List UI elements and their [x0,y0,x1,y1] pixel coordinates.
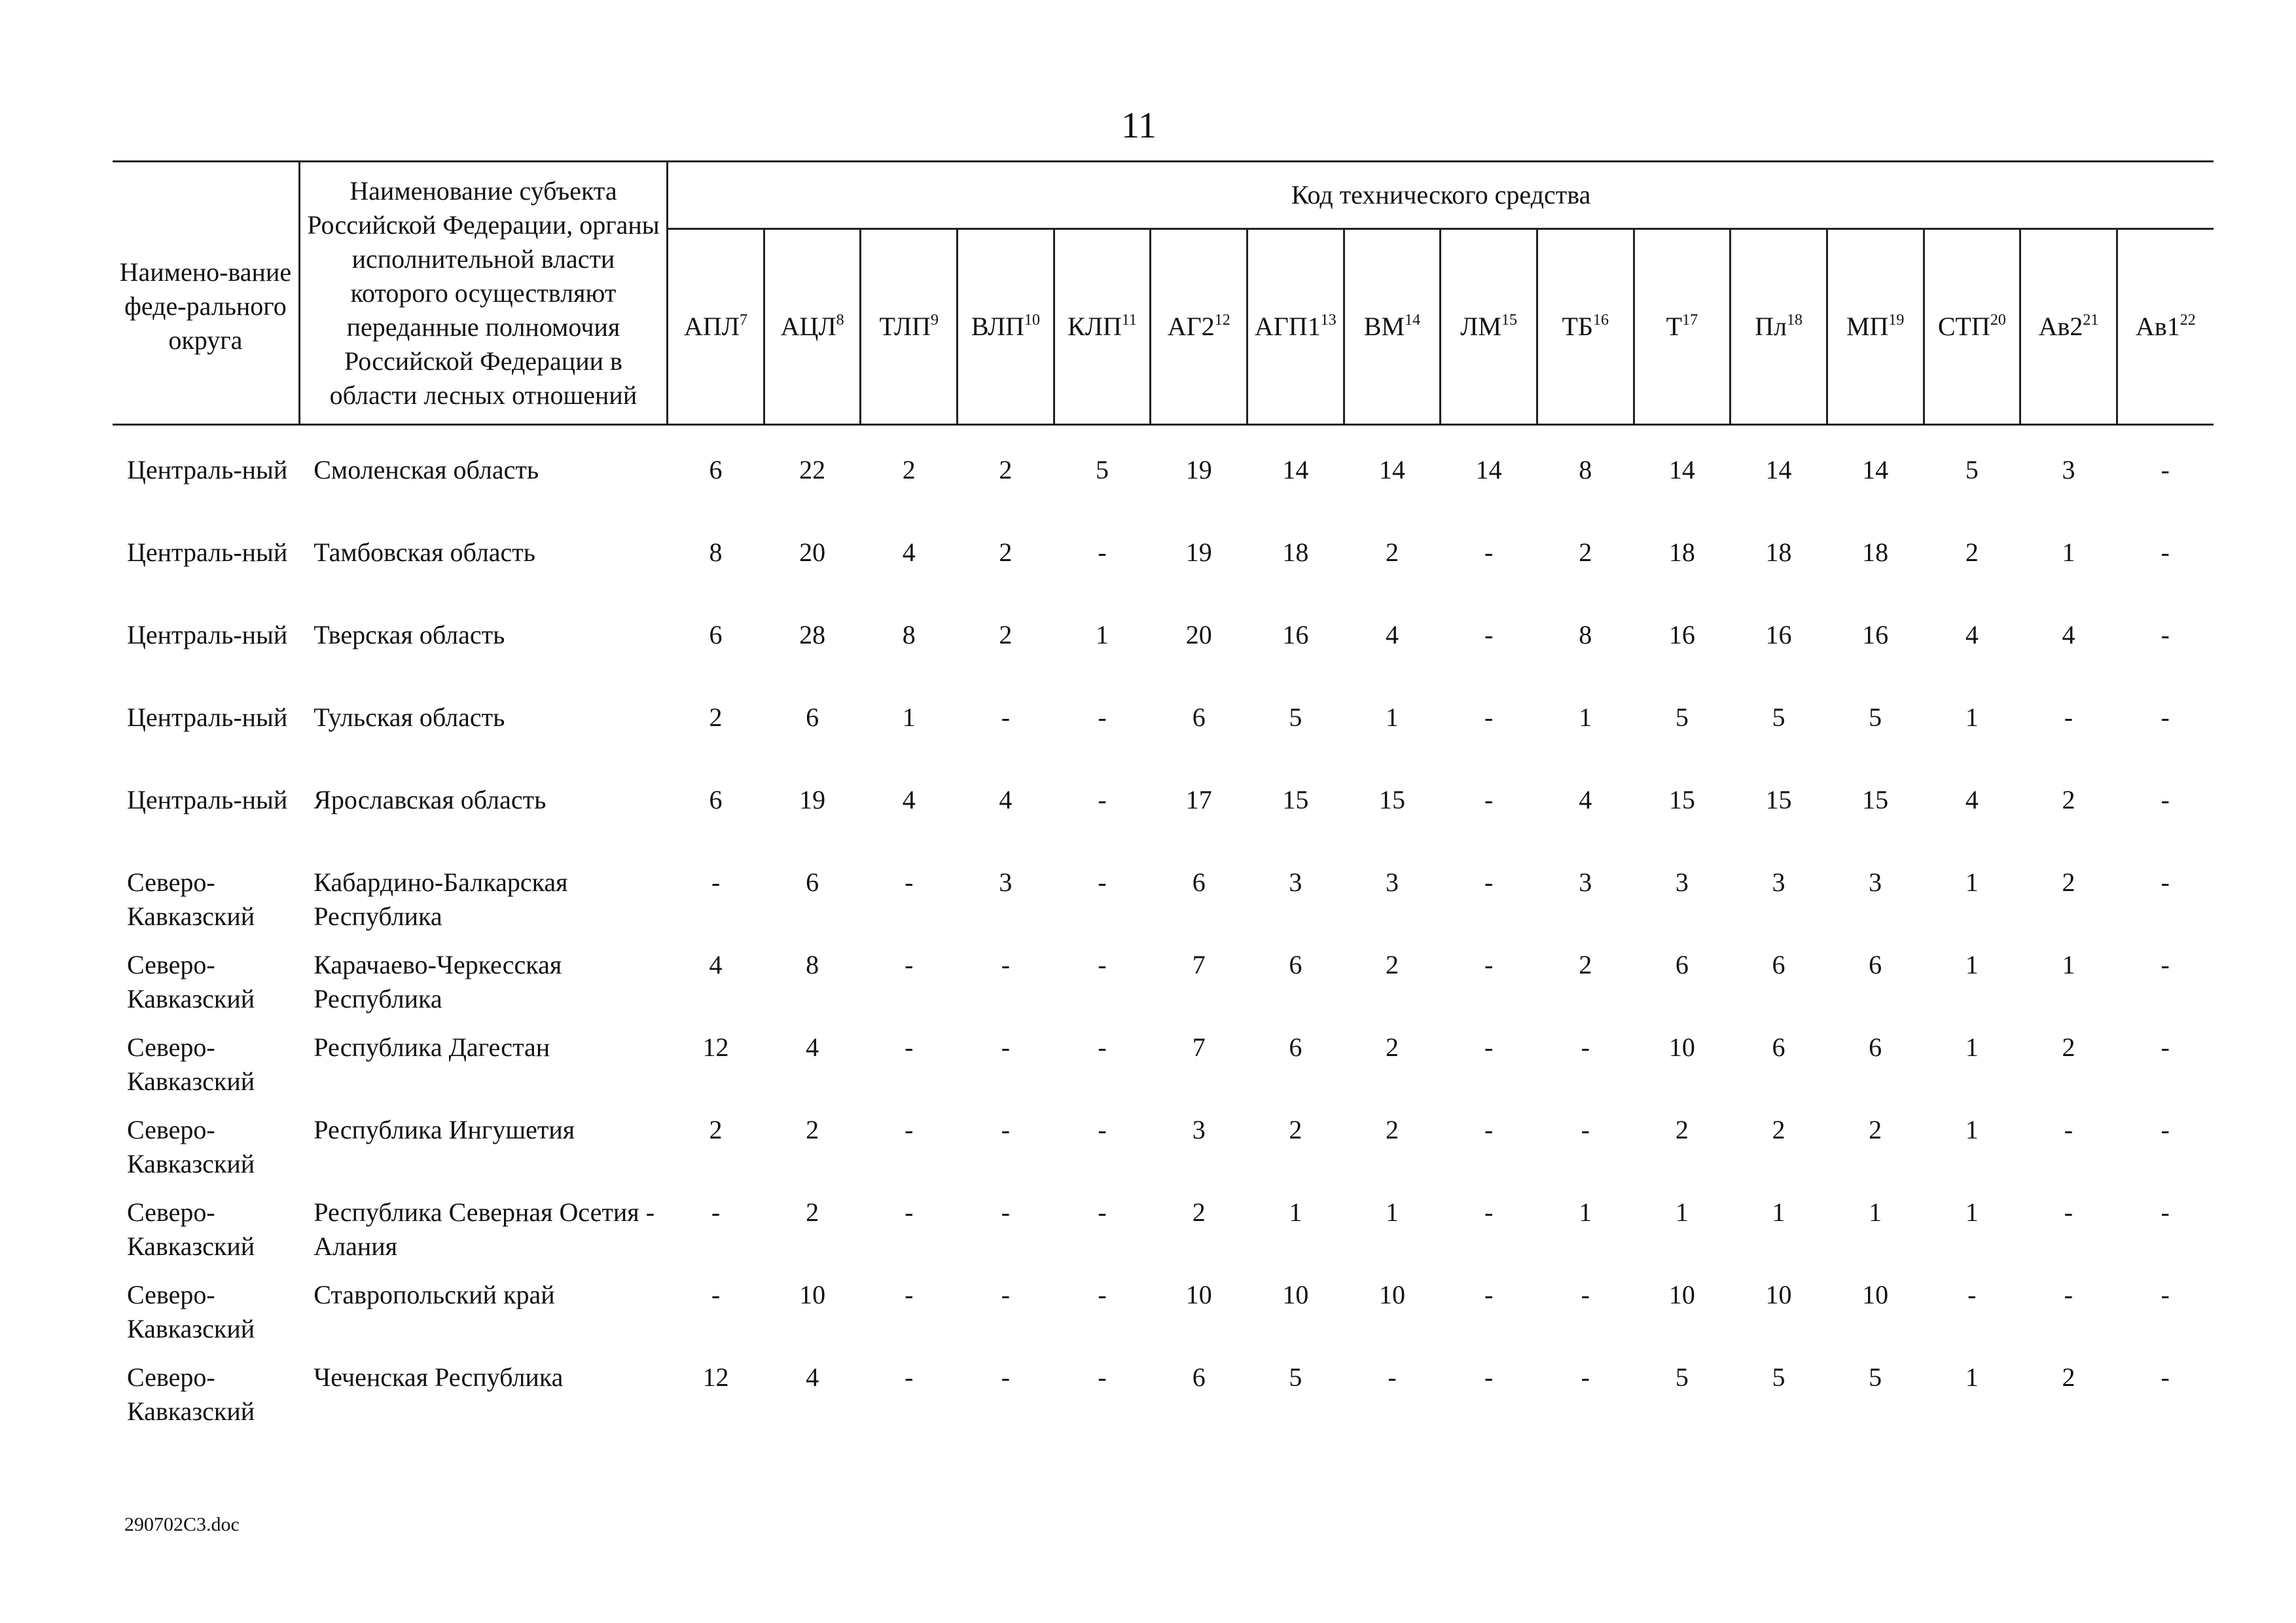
value-cell: 2 [1772,1115,1785,1144]
district-cell: Северо-Кавказский [127,1362,255,1426]
subject-cell: Ярославская область [314,785,547,814]
code-column-header [2117,229,2214,425]
value-cell: 5 [1869,702,1882,732]
value-cell: 5 [1675,702,1689,732]
value-cell: - [1001,950,1011,979]
value-cell: 1 [1965,1362,1979,1392]
value-cell: 5 [1675,1362,1689,1392]
value-cell: 20 [799,538,826,567]
value-cell: - [1581,1280,1590,1309]
footnote-ref: 12 [1214,312,1230,329]
subject-cell: Смоленская область [314,455,539,484]
code-label: АЦЛ [780,312,836,341]
value-cell: 4 [709,950,723,979]
value-cell: - [1581,1032,1590,1062]
code-label: АГ2 [1167,312,1215,341]
value-cell: 1 [1869,1197,1882,1227]
code-column-header [1344,229,1441,425]
value-cell: 10 [1282,1280,1309,1309]
code-column-header [1537,229,1634,425]
value-cell: 6 [1869,1032,1882,1062]
value-cell: 10 [799,1280,826,1309]
value-cell: - [1098,1032,1107,1062]
value-cell: 1 [1579,1197,1592,1227]
value-cell: - [2161,1362,2170,1392]
value-cell: 2 [1675,1115,1689,1144]
value-cell: - [1098,867,1107,897]
code-label: Т [1666,312,1683,341]
value-cell: - [2161,1032,2170,1062]
district-cell: Северо-Кавказский [127,1197,255,1261]
value-cell: 8 [1579,620,1592,649]
footnote-ref: 17 [1682,312,1698,329]
code-column-header [1731,229,1827,425]
footnote-ref: 15 [1501,312,1517,329]
code-label: МП [1846,312,1889,341]
value-cell: 2 [1385,538,1399,567]
district-cell: Централь-ный [127,785,288,814]
value-cell: 14 [1765,455,1792,484]
footnote-ref: 21 [2083,312,2099,329]
value-cell: - [905,1115,914,1144]
district-cell: Централь-ный [127,455,288,484]
value-cell: 2 [2062,1362,2075,1392]
value-cell: - [2161,1197,2170,1227]
footnote-ref: 19 [1888,312,1905,329]
value-cell: 3 [1192,1115,1206,1144]
code-column-header [1924,229,2020,425]
value-cell: - [905,867,914,897]
value-cell: - [2161,620,2170,649]
value-cell: 17 [1185,785,1212,814]
value-cell: - [1484,620,1494,649]
value-cell: 8 [902,620,916,649]
value-cell: 14 [1378,455,1405,484]
value-cell: - [2161,455,2170,484]
value-cell: 6 [1289,950,1302,979]
code-column-header [1247,229,1344,425]
value-cell: 6 [1192,867,1206,897]
value-cell: 1 [1965,1197,1979,1227]
value-cell: 3 [999,867,1013,897]
value-cell: 2 [1385,950,1399,979]
code-label: Ав2 [2038,312,2083,341]
value-cell: 18 [1668,538,1695,567]
value-cell: 1 [1579,702,1592,732]
value-cell: - [1581,1115,1590,1144]
value-cell: 2 [709,702,723,732]
value-cell: - [1484,950,1494,979]
value-cell: - [1098,702,1107,732]
code-column-header [668,229,764,425]
value-cell: 4 [1965,620,1979,649]
value-cell: 1 [1965,1032,1979,1062]
code-label: АГП1 [1254,312,1321,341]
value-cell: - [905,1280,914,1309]
district-cell: Централь-ный [127,620,288,649]
value-cell: - [1001,702,1011,732]
value-cell: - [2064,1197,2073,1227]
value-cell: - [1098,1115,1107,1144]
value-cell: 1 [1096,620,1109,649]
value-cell: - [905,950,914,979]
value-cell: 2 [2062,867,2075,897]
value-cell: 12 [702,1362,729,1392]
value-cell: - [1484,785,1494,814]
value-cell: 3 [1289,867,1302,897]
value-cell: 1 [1385,702,1399,732]
district-cell: Северо-Кавказский [127,1280,255,1343]
value-cell: 2 [999,538,1013,567]
value-cell: - [1484,1032,1494,1062]
value-cell: - [1484,1362,1494,1392]
value-cell: 7 [1192,950,1206,979]
value-cell: 1 [1965,1115,1979,1144]
value-cell: 2 [1579,950,1592,979]
value-cell: - [2064,702,2073,732]
table-row [113,1360,2214,1443]
value-cell: 1 [1385,1197,1399,1227]
value-cell: 1 [1965,702,1979,732]
value-cell: - [2161,702,2170,732]
value-cell: 2 [902,455,916,484]
value-cell: 2 [999,620,1013,649]
value-cell: 15 [1378,785,1405,814]
value-cell: 5 [1289,1362,1302,1392]
value-cell: 5 [1869,1362,1882,1392]
footnote-ref: 22 [2179,312,2196,329]
value-cell: - [1098,785,1107,814]
code-label: ТБ [1562,312,1593,341]
value-cell: 4 [1965,785,1979,814]
value-cell: 3 [1385,867,1399,897]
footnote-ref: 8 [836,312,844,329]
value-cell: - [2161,1280,2170,1309]
value-cell: 14 [1475,455,1502,484]
value-cell: 1 [2062,950,2075,979]
value-cell: - [905,1362,914,1392]
value-cell: - [1484,1115,1494,1144]
value-cell: 2 [1385,1115,1399,1144]
subject-cell: Тамбовская область [314,538,536,567]
subject-cell: Тверская область [314,620,505,649]
value-cell: 1 [1772,1197,1785,1227]
value-cell: 6 [709,785,723,814]
code-label: СТП [1937,312,1990,341]
value-cell: 3 [2062,455,2075,484]
value-cell: 6 [1772,1032,1785,1062]
value-cell: - [711,1197,721,1227]
value-cell: 6 [709,620,723,649]
subject-cell: Республика Северная Осетия - Алания [314,1197,655,1261]
value-cell: 3 [1675,867,1689,897]
value-cell: 6 [709,455,723,484]
value-cell: 10 [1862,1280,1889,1309]
subject-cell: Чеченская Республика [314,1362,564,1392]
value-cell: 6 [1192,1362,1206,1392]
value-cell: 4 [2062,620,2075,649]
value-cell: 16 [1765,620,1792,649]
value-cell: 3 [1869,867,1882,897]
value-cell: - [1001,1197,1011,1227]
value-cell: 1 [1965,867,1979,897]
value-cell: - [1001,1115,1011,1144]
table-row [113,1113,2214,1195]
value-cell: 14 [1862,455,1889,484]
value-cell: 19 [1185,455,1212,484]
value-cell: 10 [1668,1032,1695,1062]
value-cell: 2 [806,1115,819,1144]
value-cell: 2 [2062,785,2075,814]
value-cell: 8 [1579,455,1592,484]
value-cell: - [711,1280,721,1309]
value-cell: 5 [1772,702,1785,732]
code-column-header [1441,229,1537,425]
value-cell: - [1484,867,1494,897]
value-cell: 1 [1289,1197,1302,1227]
district-cell: Централь-ный [127,702,288,732]
value-cell: 18 [1282,538,1309,567]
value-cell: - [1388,1362,1397,1392]
code-column-header [1151,229,1247,425]
value-cell: 2 [1579,538,1592,567]
table-row [113,1195,2214,1278]
document-file-name: 290702C3.doc [124,1514,240,1535]
value-cell: 2 [999,455,1013,484]
table-row [113,618,2214,701]
value-cell: 16 [1668,620,1695,649]
value-cell: 10 [1765,1280,1792,1309]
code-label: КЛП [1067,312,1122,341]
subject-column-header: Наименование субъекта Российской Федерации, органы исполнительной власти которого осуществляют переданные полномочия Российской Федерации в области лесных отношений [299,162,667,425]
footnote-ref: 10 [1024,312,1040,329]
value-cell: 4 [1385,620,1399,649]
value-cell: 6 [1675,950,1689,979]
value-cell: - [905,1197,914,1227]
value-cell: 18 [1765,538,1792,567]
subject-cell: Кабардино-Балкарская Республика [314,867,568,931]
district-cell: Централь-ный [127,538,288,567]
code-label: ВЛП [971,312,1024,341]
table-row [113,1278,2214,1360]
value-cell: 6 [1772,950,1785,979]
code-label: ВМ [1363,312,1405,341]
footnote-ref: 16 [1592,312,1609,329]
code-label: АПЛ [684,312,740,341]
value-cell: 5 [1096,455,1109,484]
district-cell: Северо-Кавказский [127,1115,255,1178]
value-cell: - [1967,1280,1977,1309]
value-cell: - [1484,1280,1494,1309]
value-cell: 22 [799,455,826,484]
code-column-header [764,229,861,425]
value-cell: 1 [902,702,916,732]
value-cell: 4 [999,785,1013,814]
value-cell: 2 [1289,1115,1302,1144]
value-cell: - [1098,1280,1107,1309]
table-row [113,425,2214,536]
value-cell: - [2161,950,2170,979]
code-label: Ав1 [2136,312,2180,341]
value-cell: 2 [1385,1032,1399,1062]
value-cell: - [2161,538,2170,567]
district-cell: Северо-Кавказский [127,867,255,931]
value-cell: - [1098,950,1107,979]
footnote-ref: 13 [1320,312,1336,329]
value-cell: - [1484,702,1494,732]
value-cell: - [1484,538,1494,567]
code-group-header: Код технического средства [668,162,2214,229]
value-cell: 4 [902,785,916,814]
footnote-ref: 14 [1405,312,1421,329]
value-cell: 2 [1192,1197,1206,1227]
value-cell: - [1098,1362,1107,1392]
code-column-header [861,229,958,425]
value-cell: - [1484,1197,1494,1227]
value-cell: 10 [1668,1280,1695,1309]
district-cell: Северо-Кавказский [127,950,255,1013]
value-cell: 16 [1862,620,1889,649]
page-number: 11 [1121,105,1157,146]
value-cell: 6 [1869,950,1882,979]
table-row [113,1030,2214,1113]
table-row [113,866,2214,948]
value-cell: - [1098,538,1107,567]
table-row [113,783,2214,866]
value-cell: 2 [1965,538,1979,567]
value-cell: 4 [806,1362,819,1392]
code-label: ТЛП [879,312,931,341]
footnote-ref: 7 [739,312,747,329]
subject-cell: Карачаево-Черкесская Республика [314,950,562,1013]
subject-cell: Республика Дагестан [314,1032,550,1062]
value-cell: - [711,867,721,897]
value-cell: 8 [709,538,723,567]
value-cell: 19 [1185,538,1212,567]
value-cell: - [1098,1197,1107,1227]
value-cell: 1 [1675,1197,1689,1227]
value-cell: 5 [1965,455,1979,484]
table-row [113,701,2214,783]
value-cell: 15 [1765,785,1792,814]
value-cell: 2 [2062,1032,2075,1062]
value-cell: - [2161,867,2170,897]
value-cell: 28 [799,620,826,649]
value-cell: - [1001,1280,1011,1309]
code-column-header [1054,229,1151,425]
value-cell: - [2161,1115,2170,1144]
value-cell: - [1001,1032,1011,1062]
value-cell: 5 [1772,1362,1785,1392]
value-cell: 10 [1378,1280,1405,1309]
value-cell: 14 [1668,455,1695,484]
code-label: ЛМ [1460,312,1501,341]
table-row [113,948,2214,1030]
value-cell: - [905,1032,914,1062]
value-cell: 2 [806,1197,819,1227]
footnote-ref: 18 [1786,312,1803,329]
value-cell: 7 [1192,1032,1206,1062]
code-column-header [958,229,1054,425]
value-cell: 19 [799,785,826,814]
value-cell: 5 [1289,702,1302,732]
value-cell: 15 [1862,785,1889,814]
value-cell: - [1581,1362,1590,1392]
value-cell: 4 [806,1032,819,1062]
value-cell: 16 [1282,620,1309,649]
table-body [113,425,2214,1444]
footnote-ref: 11 [1121,312,1137,329]
value-cell: 10 [1185,1280,1212,1309]
value-cell: 20 [1185,620,1212,649]
district-column-header: Наимено-вание феде-рального округа [119,257,292,355]
forest-equipment-table [113,160,2214,1443]
subject-cell: Тульская область [314,702,505,732]
value-cell: 15 [1282,785,1309,814]
subject-cell: Ставропольский край [314,1280,555,1309]
value-cell: 15 [1668,785,1695,814]
value-cell: 8 [806,950,819,979]
value-cell: 6 [806,867,819,897]
value-cell: 1 [2062,538,2075,567]
value-cell: 6 [1289,1032,1302,1062]
value-cell: 4 [1579,785,1592,814]
value-cell: 18 [1862,538,1889,567]
code-column-header [2020,229,2117,425]
value-cell: 1 [1965,950,1979,979]
value-cell: - [1001,1362,1011,1392]
code-column-header [1827,229,1924,425]
value-cell: 2 [1869,1115,1882,1144]
footnote-ref: 9 [931,312,939,329]
value-cell: 12 [702,1032,729,1062]
district-cell: Северо-Кавказский [127,1032,255,1096]
footnote-ref: 20 [1990,312,2006,329]
value-cell: - [2161,785,2170,814]
value-cell: 6 [1192,702,1206,732]
table-header [113,162,2214,425]
value-cell: 14 [1282,455,1309,484]
value-cell: 3 [1772,867,1785,897]
value-cell: 6 [806,702,819,732]
table-row [113,536,2214,618]
value-cell: 3 [1579,867,1592,897]
value-cell: 4 [902,538,916,567]
value-cell: - [2064,1115,2073,1144]
value-cell: - [2064,1280,2073,1309]
code-label: Пл [1755,312,1787,341]
subject-cell: Республика Ингушетия [314,1115,575,1144]
code-column-header [1634,229,1731,425]
value-cell: 2 [709,1115,723,1144]
